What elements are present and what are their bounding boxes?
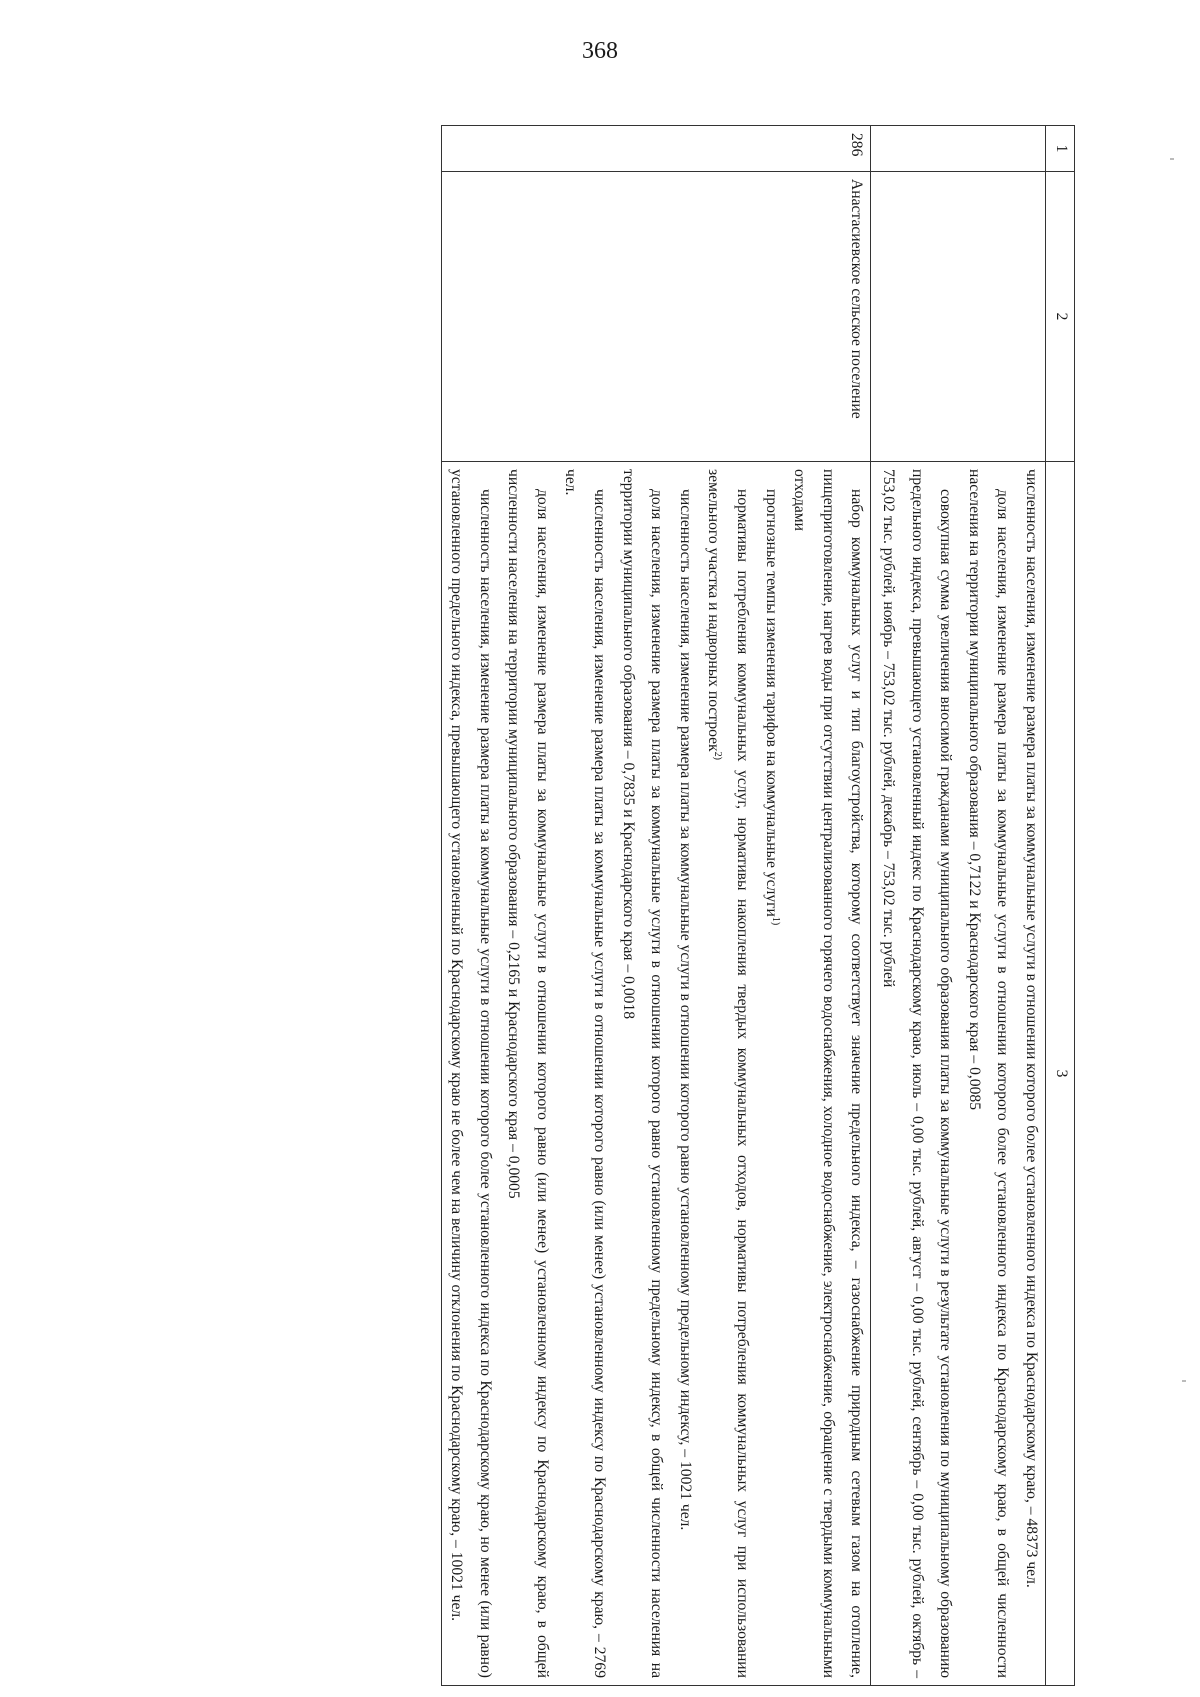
paragraph-consumption-norms bbox=[699, 469, 756, 1678]
paragraph-total-increase-sum: совокупная сумма увеличения вносимой гражданами муниципального образования платы за коммунальные услуги в результате установления по муниципальному образованию предельного индекса, превышающего установленный индекс по Краснодарскому краю, июль – 0,00 тыс. рублей, август – 0,00 тыс. рублей, сентябрь – 0,00 тыс. рублей, октябрь – 753,02 тыс. рублей, ноябрь – 753,02 тыс. рублей, декабрь – 753,02 тыс. рублей bbox=[880, 469, 955, 1678]
rotated-table-sheet bbox=[145, 125, 1075, 1685]
column-number-row bbox=[1046, 126, 1075, 1686]
row-number-cell-empty bbox=[871, 126, 1046, 172]
paragraph-population-above-index: численность населения, изменение размера платы за коммунальные услуги в отношении которого более установленного индекса по Краснодарскому краю, – 48373 чел. bbox=[1023, 469, 1040, 1588]
paragraph-tariff-forecast bbox=[756, 469, 785, 1678]
paragraph-share-above-index: доля населения, изменение размера платы за коммунальные услуги в отношении которого более установленного индекса по Краснодарскому краю, в общей численности населения на территории муниципального образования – 0,7122 и Краснодарского края – 0,0085 bbox=[965, 469, 1012, 1678]
indicators-cell-continuation bbox=[871, 462, 1046, 1686]
column-header-2: 2 bbox=[1046, 172, 1075, 462]
paragraph-population-below-index: численность населения, изменение размера платы за коммунальные услуги в отношении которого равно (или менее) установленному индексу по Краснодарскому краю, – 2769 чел. bbox=[562, 469, 609, 1678]
settlement-name-cell: Анастасиевское сельское поселение bbox=[441, 172, 871, 462]
table-row-286 bbox=[441, 126, 871, 1686]
footnote-ref-2: 2) bbox=[712, 751, 724, 760]
scan-mark bbox=[1170, 158, 1174, 160]
scan-mark bbox=[1182, 1380, 1186, 1382]
paragraph-tariff-forecast-text: прогнозные темпы изменения тарифов на коммунальные услуги bbox=[762, 489, 780, 917]
indices-table bbox=[441, 125, 1075, 1686]
paragraph-consumption-norms-text: нормативы потребления коммунальных услуг, нормативы накопления твердых коммунальных отходов, нормативы потребления коммунальных услуг при использовании земельного участка и надворных построек bbox=[705, 469, 752, 1678]
settlement-name-cell-empty bbox=[871, 172, 1046, 462]
row-number-cell: 286 bbox=[441, 126, 871, 172]
indicators-cell bbox=[441, 462, 871, 1686]
paragraph-share-below-index: доля населения, изменение размера платы за коммунальные услуги в отношении которого равно (или менее) установленному индексу по Краснодарскому краю, в общей численности населения на территории муниципального образования – 0,2165 и Краснодарского края – 0,0005 bbox=[505, 469, 551, 1678]
paragraph-population-equal-limit: численность населения, изменение размера платы за коммунальные услуги в отношении которого равно установленному предельному индексу, – 10021 чел. bbox=[676, 489, 694, 1531]
column-header-1: 1 bbox=[1046, 126, 1075, 172]
table-row-continuation bbox=[871, 126, 1046, 1686]
column-header-3: 3 bbox=[1046, 462, 1075, 1686]
page-number: 368 bbox=[582, 38, 618, 64]
paragraph-population-between-indices: численность населения, изменение размера платы за коммунальные услуги в отношении которого более установленного индекса по Краснодарскому краю, но менее (или равно) установленного предельного индекса, превышающего установленный по Краснодарскому краю не более чем на величину отклонения по Краснодарскому краю, – 10021 чел. bbox=[448, 469, 494, 1678]
paragraph-share-equal-limit: доля населения, изменение размера платы за коммунальные услуги в отношении которого равно установленному предельному индексу, в общей численности населения на территории муниципального образования – 0,7835 и Краснодарского края – 0,0018 bbox=[619, 469, 666, 1678]
footnote-ref-1: 1) bbox=[769, 916, 781, 926]
paragraph-service-set: набор коммунальных услуг и тип благоустройства, которому соответствует значение предельного индекса, – газоснабжение природным сетевым газом на отопление, пищеприготовление, нагрев воды при отсутствии централизованного горячего водоснабжения, холодное водоснабжение, электроснабжение, обращение с твердыми коммунальными отходами bbox=[791, 469, 866, 1678]
